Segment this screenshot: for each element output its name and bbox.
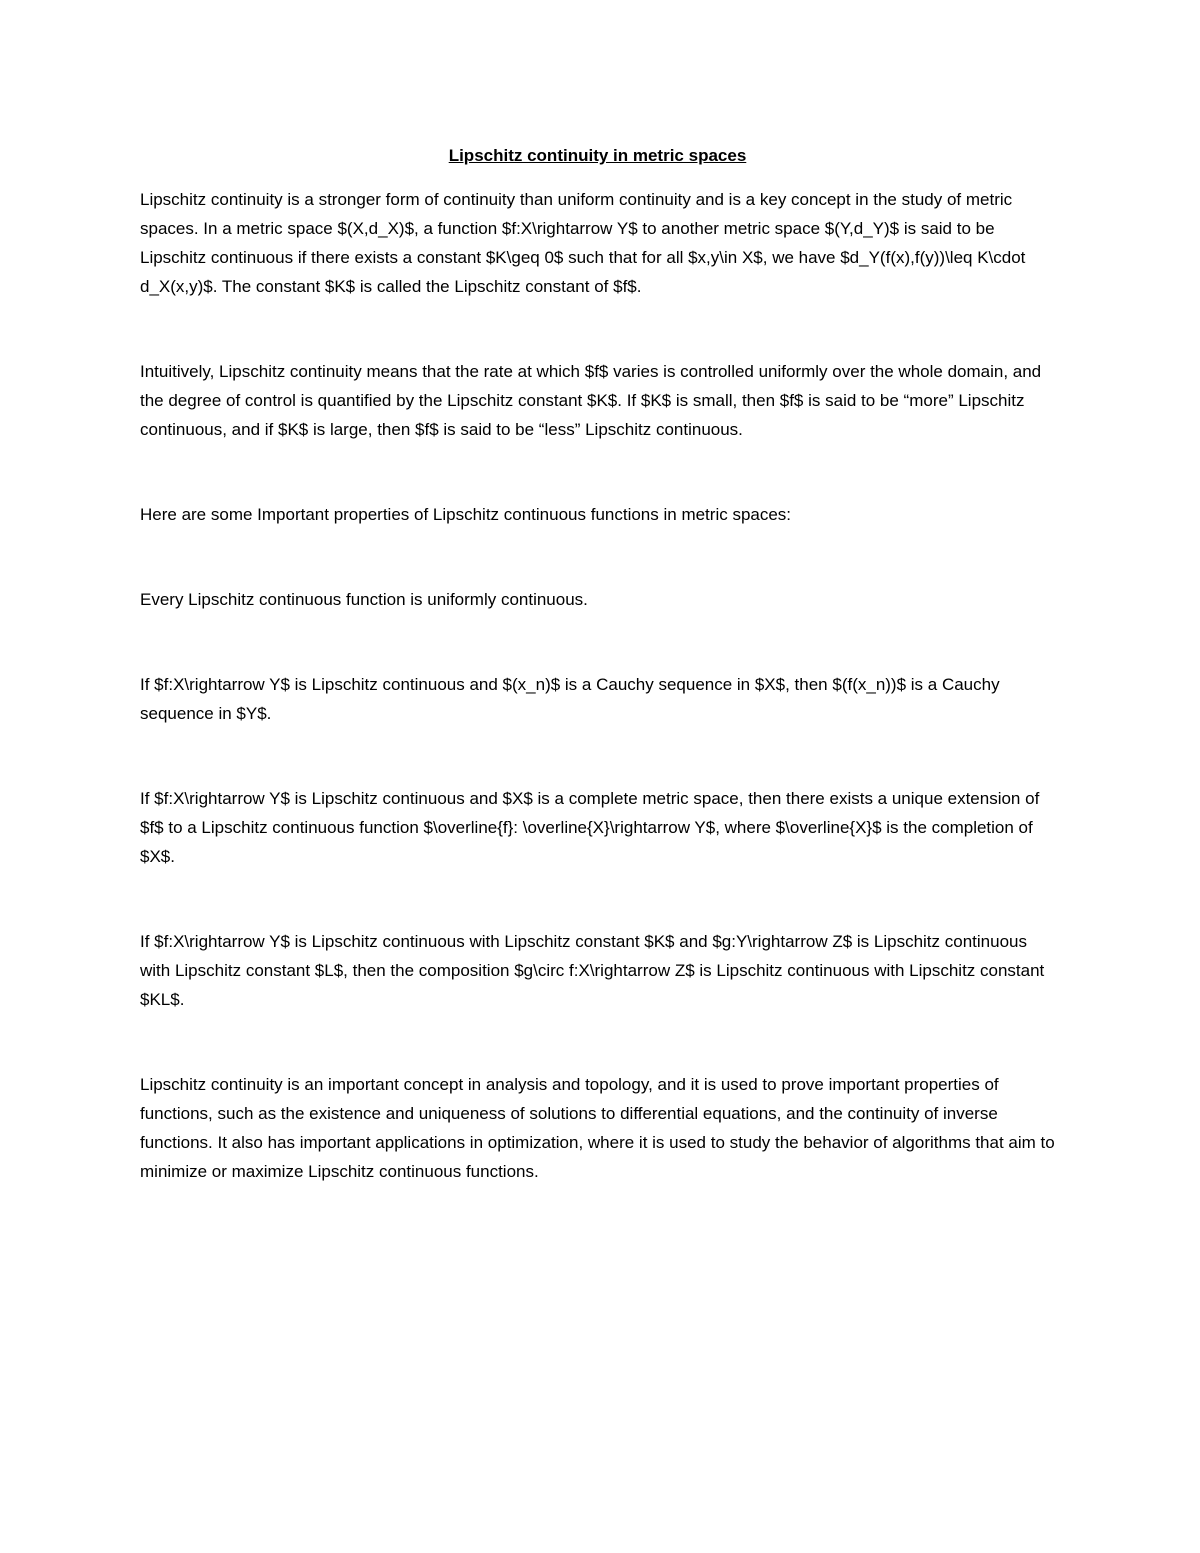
paragraph-properties-intro: Here are some Important properties of Lipschitz continuous functions in metric spaces: (140, 505, 792, 524)
paragraph-definition: Lipschitz continuity is a stronger form of continuity than uniform continuity and is a key concept in the study of metric spaces. In a metric space $(X,d_X)$, a function $f:X\rightarrow Y$ to another metric space $(Y,d_Y)$ is said to be Lipschitz continuous if there exists a constant $K\geq 0$ such that for all $x,y\in X$, we have $d_Y(f(x),f(y))\leq K\cdot d_X(x,y)$. The constant $K$ is called the Lipschitz constant of $f$. (140, 190, 1026, 296)
paragraph-conclusion: Lipschitz continuity is an important concept in analysis and topology, and it is used to prove important properties of functions, such as the existence and uniqueness of solutions to differential equations, and the continuity of inverse functions. It also has important applications in optimization, where it is used to study the behavior of algorithms that aim to minimize or maximize Lipschitz continuous functions. (140, 1075, 1055, 1181)
document-title: Lipschitz continuity in metric spaces (448, 146, 747, 165)
paragraph-property-extension: If $f:X\rightarrow Y$ is Lipschitz continuous and $X$ is a complete metric space, then there exists a unique extension of $f$ to a Lipschitz continuous function $\overline{f}: \overline{X}\rightarrow Y$, where $\overline{X}$ is the completion of $X$. (140, 789, 1040, 866)
paragraph-intuition: Intuitively, Lipschitz continuity means that the rate at which $f$ varies is controlled uniformly over the whole domain, and the degree of control is quantified by the Lipschitz constant $K$. If $K$ is small, then $f$ is said to be “more” Lipschitz continuous, and if $K$ is large, then $f$ is said to be “less” Lipschitz continuous. (140, 362, 1042, 439)
paragraph-property-cauchy: If $f:X\rightarrow Y$ is Lipschitz continuous and $(x_n)$ is a Cauchy sequence in $X$, then $(f(x_n))$ is a Cauchy sequence in $Y$. (140, 675, 1000, 723)
document-body (140, 142, 1055, 1186)
paragraph-property-composition: If $f:X\rightarrow Y$ is Lipschitz continuous with Lipschitz constant $K$ and $g:Y\rightarrow Z$ is Lipschitz continuous with Lipschitz constant $L$, then the composition $g\circ f:X\rightarrow Z$ is Lipschitz continuous with Lipschitz constant $KL$. (140, 932, 1045, 1009)
paragraph-property-uniform: Every Lipschitz continuous function is uniformly continuous. (140, 590, 588, 609)
